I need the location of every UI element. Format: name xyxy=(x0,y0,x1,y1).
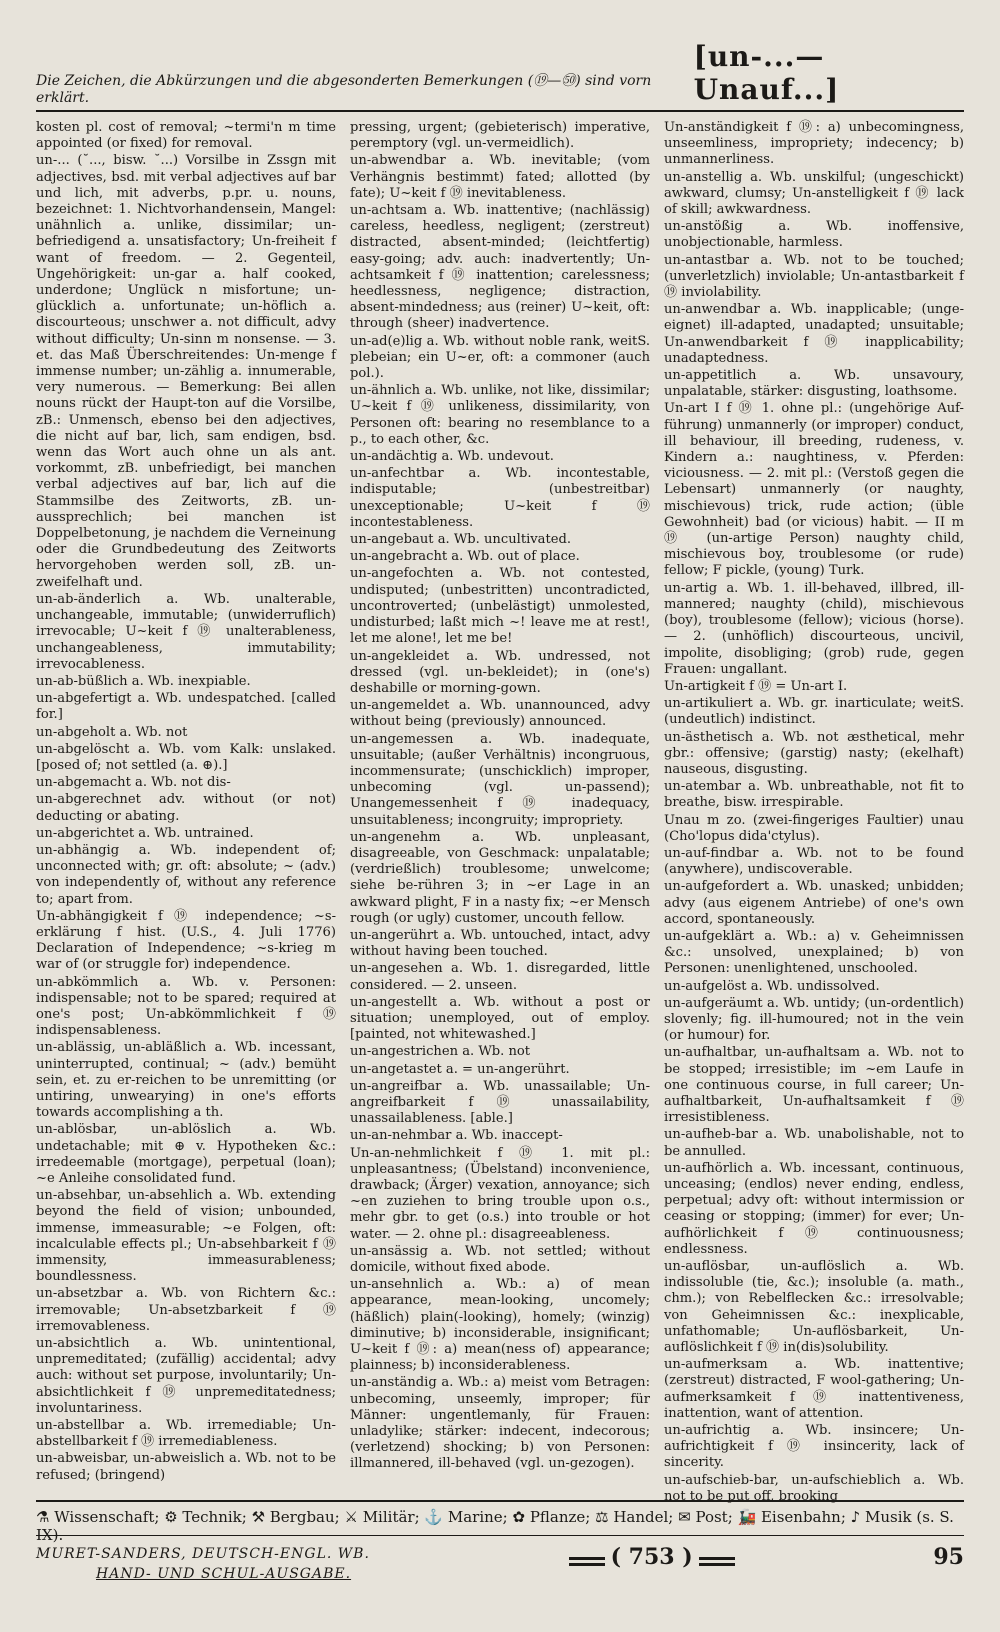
dictionary-entry: un-aufhörlich a. Wb. incessant, continuous, unceasing; (endlos) never ending, endless, perpetual; advy oft: without intermission or ceasing or stopping; (immer) for ever; Un-aufhörlichkeit f ⑲ continuousness; endlessness. xyxy=(664,1160,964,1257)
dictionary-entry: kosten pl. cost of removal; ~termi'n m time appointed (or fixed) for removal. xyxy=(36,120,336,152)
dictionary-entry: un-angebaut a. Wb. uncultivated. xyxy=(350,532,572,548)
dictionary-entry: Un-abhängigkeit f ⑲ independence; ~s-erklärung f hist. (U.S., 4. Juli 1776) Declaration of Independence; ~s-krieg m war of (or struggle for) independence. xyxy=(36,908,336,973)
dictionary-entry: un-abwendbar a. Wb. inevitable; (vom Verhängnis bestimmt) fated; allotted (by fate); U~keit f ⑲ inevitableness. xyxy=(350,153,650,201)
dictionary-entry: un-antastbar a. Wb. not to be touched; (unverletzlich) inviolable; Un-antastbarkeit f ⑲ inviolability. xyxy=(664,252,964,301)
header-note: Die Zeichen, die Abkürzungen und die abgesonderten Bemerkungen (⑲—㊿) sind vorn erklärt. xyxy=(36,73,652,106)
dictionary-entry: Un-art I f ⑲ 1. ohne pl.: (ungehörige Auf-führung) unmannerly (or improper) conduct, ill behaviour, ill breeding, rudeness, v. Kindern a.: naughtiness, v. Pferden: viciousness. — 2. mit pl.: (Verstoß gegen die Lebensart) unmannerly (or naughty, mischievous) trick, rude action; (üble Gewohnheit) bad (or vicious) habit. — II m ⑲ (un-artige Person) naughty child, mischievous boy, troublesome (or rude) fellow; F pickle, (young) Turk. xyxy=(664,401,964,579)
dictionary-entry: un-angebracht a. Wb. out of place. xyxy=(350,549,580,565)
dictionary-entry: un-angefochten a. Wb. not contested, undisputed; (unbestritten) uncontradicted, uncontroverted; (unbelästigt) unmolested, undisturbed; laßt mich ~! leave me at rest!, let me alone!, let me be! xyxy=(350,566,650,647)
imprint-edition: HAND- UND SCHUL-AUSGABE. xyxy=(96,1566,352,1582)
dictionary-entry: un-ablösbar, un-ablöslich a. Wb. undetachable; mit ⊕ v. Hypotheken &c.: irredeemable (mortgage), perpetual (loan); ~e Anleihe consolidated fund. xyxy=(36,1122,336,1186)
dictionary-entry: un-aufmerksam a. Wb. inattentive; (zerstreut) distracted, F wool-gathering; Un-aufmerksamkeit f ⑲ inattentiveness, inattention, want of attention. xyxy=(664,1357,964,1421)
column-1 xyxy=(36,120,336,1506)
dictionary-entry: un-ästhetisch a. Wb. not æsthetical, mehr gbr.: offensive; (garstig) nasty; (ekelhaft) nauseous, disgusting. xyxy=(664,729,964,777)
dictionary-entry: Un-an-nehmlichkeit f ⑲ 1. mit pl.: unpleasantness; (Übelstand) inconvenience, drawback; (Ärger) vexation, annoyance; sich ~en zuziehen to bring trouble upon o.s., mehr gbr. to get (o.s.) into trouble or hot water. — 2. ohne pl.: disagreeableness. xyxy=(350,1145,650,1242)
entry-columns xyxy=(36,120,964,1504)
dictionary-entry: un-abgefertigt a. Wb. undespatched. [called for.] xyxy=(36,691,336,723)
dictionary-entry: un-abgeholt a. Wb. not xyxy=(36,724,188,740)
dictionary-entry: un-auflösbar, un-auflöslich a. Wb. indissoluble (tie, &c.); insoluble (a. math., chm.); von Rebelflecken &c.: irresolvable; von Geheimnissen &c.: inexplicable, unfathomable; Un-auflösbarkeit, Un-auflöslichkeit f ⑲ in(dis)solubility. xyxy=(664,1259,964,1356)
dictionary-entry: un-angestellt a. Wb. without a post or situation; unemployed, out of employ. [painted, not whitewashed.] xyxy=(350,994,650,1043)
symbol-legend: ⚗ Wissenschaft; ⚙ Technik; ⚒ Bergbau; ⚔ Militär; ⚓ Marine; ✿ Pflanze; ⚖ Handel; ✉ Post; 🚂 Eisenbahn; ♪ Musik (s. S. IX). xyxy=(36,1500,964,1544)
dictionary-entry: pressing, urgent; (gebieterisch) imperative, peremptory (vgl. un-vermeidlich). xyxy=(350,120,650,152)
dictionary-entry: un-absichtlich a. Wb. unintentional, unpremeditated; (zufällig) accidental; advy auch: without set purpose, involuntarily; Un-absichtlichkeit f ⑲ unpremeditatedness; involuntariness. xyxy=(36,1336,336,1416)
dictionary-entry: un-aufheb-bar a. Wb. unabolishable, not to be annulled. xyxy=(664,1127,964,1159)
dictionary-entry: un-angetastet a. = un-angerührt. xyxy=(350,1061,570,1077)
dictionary-entry: un-abstellbar a. Wb. irremediable; Un-abstellbarkeit f ⑲ irremediableness. xyxy=(36,1418,336,1450)
dictionary-entry: un-artig a. Wb. 1. ill-behaved, illbred, ill-mannered; naughty (child), mischievous (boy), troublesome (fellow); vicious (horse). — 2. (unhöflich) discourteous, uncivil, impolite, disobliging; (grob) rude, gegen Frauen: ungallant. xyxy=(664,580,964,677)
dictionary-entry: un-ab-büßlich a. Wb. inexpiable. xyxy=(36,673,251,689)
dictionary-entry: un-angestrichen a. Wb. not xyxy=(350,1044,531,1060)
dictionary-entry: un-abgelöscht a. Wb. vom Kalk: unslaked. [posed of; not settled (a. ⊕).] xyxy=(36,741,336,773)
dictionary-entry: un-angesehen a. Wb. 1. disregarded, little considered. — 2. unseen. xyxy=(350,961,650,993)
dictionary-entry: un-abhängig a. Wb. independent of; unconnected with; gr. oft: absolute; ~ (adv.) von independently of, without any reference to; apart from. xyxy=(36,842,336,907)
dictionary-entry: un-ansehnlich a. Wb.: a) of mean appearance, mean-looking, uncomely; (häßlich) plain(-looking), homely; (winzig) diminutive; b) inconsiderable, insignificant; U~keit f ⑲: a) mean(ness of) appearance; plainness; b) inconsiderableness. xyxy=(350,1277,650,1374)
imprint xyxy=(36,1544,370,1584)
dictionary-entry: un-atembar a. Wb. unbreathable, not fit to breathe, bisw. irrespirable. xyxy=(664,779,964,811)
page-footer xyxy=(36,1535,964,1584)
page-number-text: ( 753 ) xyxy=(610,1544,693,1570)
dictionary-entry: un-aufrichtig a. Wb. insincere; Un-aufrichtigkeit f ⑲ insincerity, lack of sincerity. xyxy=(664,1423,964,1471)
dictionary-entry: un-absetzbar a. Wb. von Richtern &c.: irremovable; Un-absetzbarkeit f ⑲ irremovableness. xyxy=(36,1286,336,1334)
dictionary-entry: un-an-nehmbar a. Wb. inaccept- xyxy=(350,1128,563,1144)
dictionary-entry: un-ab-änderlich a. Wb. unalterable, unchangeable, immutable; (unwiderruflich) irrevocable; U~keit f ⑲ unalterableness, unchangeableness, immutability; irrevocableness. xyxy=(36,591,336,672)
dictionary-entry: un-abgemacht a. Wb. not dis- xyxy=(36,775,231,791)
imprint-title: MURET-SANDERS, DEUTSCH-ENGL. WB. xyxy=(36,1546,370,1562)
dictionary-entry: Unau m zo. (zwei-fingeriges Faultier) unau (Cho'lopus dida'ctylus). xyxy=(664,812,964,844)
page-header xyxy=(36,40,964,112)
dictionary-entry: un-aufgelöst a. Wb. undissolved. xyxy=(664,978,880,994)
dictionary-entry: un-aufgeräumt a. Wb. untidy; (un-ordentlich) slovenly; fig. ill-humoured; not in the vein (or humour) for. xyxy=(664,995,964,1044)
dictionary-entry: un-auf-findbar a. Wb. not to be found (anywhere), undiscoverable. xyxy=(664,845,964,878)
dictionary-entry: un-ad(e)lig a. Wb. without noble rank, weitS. plebeian; ein U~er, oft: a commoner (auch pol.). xyxy=(350,333,650,382)
dictionary-entry: un-artikuliert a. Wb. gr. inarticulate; weitS. (undeutlich) indistinct. xyxy=(664,696,964,728)
dictionary-entry: un-anstößig a. Wb. inoffensive, unobjectionable, harmless. xyxy=(664,219,964,251)
dictionary-entry: un-angekleidet a. Wb. undressed, not dressed (vgl. un-bekleidet); in (one's) deshabille or morning-gown. xyxy=(350,648,650,696)
folio-number: 95 xyxy=(933,1544,964,1570)
dictionary-entry: un-absehbar, un-absehlich a. Wb. extending beyond the field of vision; unbounded, immense, immeasurable; ~e Folgen, oft: incalculable effects pl.; Un-absehbarkeit f ⑲ immensity, immeasurableness; boundlessness. xyxy=(36,1188,336,1285)
header-entry-range: [un-...—Unauf...] xyxy=(693,40,840,106)
dictionary-entry: un-achtsam a. Wb. inattentive; (nachlässig) careless, heedless, negligent; (zerstreut) distracted, absent-minded; (leichtfertig) easy-going; adv. auch: inadvertently; Un-achtsamkeit f ⑲ inattention; carelessness; heedlessness, negligence; distraction, absent-mindedness; aus (reiner) U~keit, oft: through (sheer) inadvertence. xyxy=(350,203,650,332)
dictionary-entry: un-anwendbar a. Wb. inapplicable; (unge-eignet) ill-adapted, unadapted; unsuitable; Un-anwendbarkeit f ⑲ inapplicability; unadaptedness. xyxy=(664,302,964,366)
dictionary-entry: un-angemessen a. Wb. inadequate, unsuitable; (außer Verhältnis) incongruous, incommensurate; (unschicklich) improper, unbecoming (vgl. un-passend); Unangemessenheit f ⑲ inadequacy, unsuitableness; incongruity; impropriety. xyxy=(350,731,650,828)
dictionary-entry: un-aufgefordert a. Wb. unasked; unbidden; advy (aus eigenem Antriebe) of one's own accord, spontaneously. xyxy=(664,879,964,927)
dictionary-entry: un-aufhaltbar, un-aufhaltsam a. Wb. not to be stopped; irresistible; im ~em Laufe in one continuous course, in full career; Un-aufhaltbarkeit, Un-aufhaltsamkeit f ⑲ irresistibleness. xyxy=(664,1045,964,1126)
dictionary-entry: un-abkömmlich a. Wb. v. Personen: indispensable; not to be spared; required at one's post; Un-abkömmlichkeit f ⑲ indispensableness. xyxy=(36,974,336,1039)
dictionary-entry: un-anständig a. Wb.: a) meist vom Betragen: unbecoming, unseemly, improper; für Männer: ungentlemanly, für Frauen: unladylike; stärker: indecent, indecorous; (verletzend) shocking; b) von Personen: illmannered, ill-behaved (vgl. un-gezogen). xyxy=(350,1375,650,1472)
dictionary-entry: un-aufgeklärt a. Wb.: a) v. Geheimnissen &c.: unsolved, unexplained; b) von Personen: unenlightened, unschooled. xyxy=(664,928,964,977)
dictionary-entry: un-angerührt a. Wb. untouched, intact, advy without having been touched. xyxy=(350,927,650,960)
dictionary-entry: Un-anständigkeit f ⑲: a) unbecomingness, unseemliness, impropriety; indecency; b) unmannerliness. xyxy=(664,120,964,168)
dictionary-entry: un-anstellig a. Wb. unskilful; (ungeschickt) awkward, clumsy; Un-anstelligkeit f ⑲ lack of skill; awkwardness. xyxy=(664,169,964,218)
dictionary-entry: Un-artigkeit f ⑲ = Un-art I. xyxy=(664,678,848,694)
column-2 xyxy=(350,120,650,1506)
dictionary-entry: un-angemeldet a. Wb. unannounced, advy without being (previously) announced. xyxy=(350,698,650,730)
dictionary-entry: un-abweisbar, un-abweislich a. Wb. not to be refused; (bringend) xyxy=(36,1451,336,1483)
column-3 xyxy=(664,120,964,1506)
page-number xyxy=(563,1544,741,1570)
dictionary-entry: un-angreifbar a. Wb. unassailable; Un-angreifbarkeit f ⑲ unassailability, unassailableness. [able.] xyxy=(350,1078,650,1127)
dictionary-entry: un-ansässig a. Wb. not settled; without domicile, without fixed abode. xyxy=(350,1243,650,1276)
dictionary-entry: un-andächtig a. Wb. undevout. xyxy=(350,449,554,465)
dictionary-entry: un-... (˘..., bisw. ˘...) Vorsilbe in Zssgn mit adjectives, bsd. mit verbal adjectives auf bar und lich, mit adverbs, p.pr. u. nouns, bezeichnet: 1. Nichtvorhandensein, Mangel: unähnlich a. unlike, dissimilar; un-befriedigend a. unsatisfactory; Un-freiheit f want of freedom. — 2. Gegenteil, Ungehörigkeit: un-gar a. half cooked, underdone; Unglück n misfortune; un-glücklich a. unfortunate; un-höflich a. discourteous; unschwer a. not difficult, advy without difficulty; Un-sinn m nonsense. — 3. et. das Maß Überschreitendes: Un-menge f immense number; un-zählig a. innumerable, very numerous. — Bemerkung: Bei allen nouns rückt der Haupt-ton auf die Vorsilbe, zB.: Unmensch, ebenso bei den adjectives, die nicht auf bar, lich, sam endigen, bsd. wenn das Wort auch ohne un als ant. vorkommt, zB. unbefriedigt, bei manchen verbal adjectives auf bar, lich auf die Stammsilbe des Zeitworts, zB. un-aussprechlich; bei manchen ist Doppelbetonung, je nachdem die Verneinung oder die Grundbedeutung des Zeitworts hervorgehoben werden soll, zB. un-zweifelhaft und. xyxy=(36,153,336,590)
dictionary-entry: un-abgerechnet adv. without (or not) deducting or abating. xyxy=(36,792,336,824)
dictionary-entry: un-ähnlich a. Wb. unlike, not like, dissimilar; U~keit f ⑲ unlikeness, dissimilarity, von Personen oft: bearing no resemblance to a p., to each other, &c. xyxy=(350,383,650,447)
dictionary-entry: un-anfechtbar a. Wb. incontestable, indisputable; (unbestreitbar) unexceptionable; U~keit f ⑲ incontestableness. xyxy=(350,466,650,530)
dictionary-entry: un-abgerichtet a. Wb. untrained. xyxy=(36,825,254,841)
dictionary-entry: un-aufschieb-bar, un-aufschieblich a. Wb. not to be put off, brooking xyxy=(664,1472,964,1504)
dictionary-entry: un-appetitlich a. Wb. unsavoury, unpalatable, stärker: disgusting, loathsome. xyxy=(664,368,964,400)
dictionary-entry: un-angenehm a. Wb. unpleasant, disagreeable, von Geschmack: unpalatable; (verdrießlich) troublesome; unwelcome; siehe be-rühren 3; in ~er Lage in an awkward plight, F in a nasty fix; ~er Mensch rough (or ugly) customer, uncouth fellow. xyxy=(350,829,650,926)
dictionary-entry: un-ablässig, un-abläßlich a. Wb. incessant, uninterrupted, continual; ~ (adv.) bemüht sein, et. zu er-reichen to be unremitting (or untiring, unwearying) in one's efforts towards accomplishing a th. xyxy=(36,1040,336,1121)
